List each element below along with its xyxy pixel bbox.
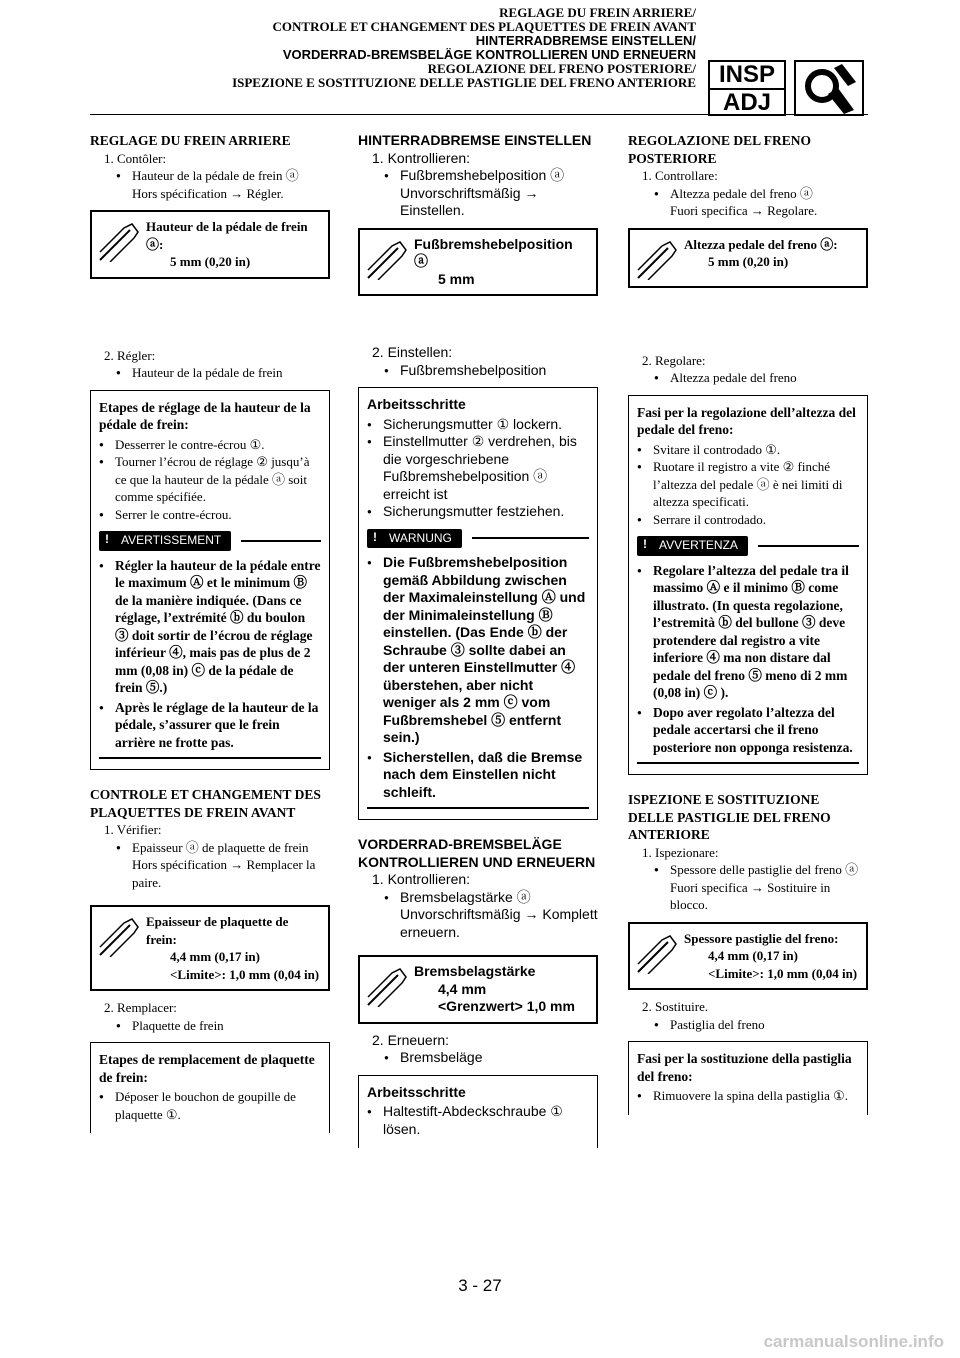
- warning-item: ● Après le réglage de la hauteur de la pédale, s’assurer que le frein arrière ne frotte pas.: [99, 699, 321, 752]
- header-line: ISPEZIONE E SOSTITUZIONE DELLE PASTIGLIE DEL FRENO ANTERIORE: [232, 75, 696, 90]
- step: 1. Vérifier:: [104, 822, 162, 837]
- header-line: REGOLAZIONE DEL FRENO POSTERIORE/: [427, 61, 696, 76]
- bullet: ● Hauteur de la pédale de frein ⓐ: [116, 167, 330, 185]
- procedure-item: ● Tourner l’écrou de réglage ② jusqu’à ce que la hauteur de la pédale ⓐ soit comme spécifiée.: [99, 453, 321, 506]
- procedure-title: Fasi per la sostituzione della pastiglia del freno:: [637, 1051, 852, 1084]
- note: Unvorschriftsmäßig → Einstellen.: [400, 184, 539, 218]
- spec-limit: <Grenzwert> 1,0 mm: [438, 998, 575, 1014]
- bullet: ● Fußbremshebelposition: [384, 362, 598, 380]
- bullet: ● Spessore delle pastiglie del freno ⓐ: [654, 861, 868, 879]
- procedure-box: [90, 390, 330, 771]
- spec-box: [628, 922, 868, 991]
- procedure-title: Arbeitsschritte: [367, 1083, 466, 1100]
- bullet: ● Altezza pedale del freno ⓐ: [654, 185, 868, 203]
- spec-value: 5 mm: [438, 270, 475, 287]
- procedure-item: ● Desserrer le contre-écrou ①.: [99, 436, 321, 454]
- wrench-icon: [636, 934, 678, 974]
- step: 2. Einstellen:: [372, 344, 453, 360]
- bullet: ● Bremsbelagstärke ⓐ: [384, 889, 598, 907]
- step: 1. Controllare:: [642, 168, 718, 183]
- procedure-item: ● Svitare il controdado ①.: [637, 441, 859, 459]
- procedure-item: ● Sicherungsmutter festziehen.: [367, 503, 589, 521]
- header-line: VORDERRAD-BREMSBELÄGE KONTROLLIEREN UND ERNEUERN: [282, 47, 696, 62]
- spec-label: Hauteur de la pédale de frein ⓐ:: [146, 219, 308, 252]
- bullet: ● Plaquette de frein: [116, 1017, 330, 1035]
- column-french: [90, 132, 330, 1133]
- step: 2. Regolare:: [642, 352, 706, 368]
- spec-value: 5 mm (0,20 in): [170, 254, 251, 269]
- spec-limit: <Limite>: 1,0 mm (0,04 in): [170, 966, 320, 982]
- procedure-box: [628, 395, 868, 776]
- step: 2. Régler:: [104, 347, 156, 363]
- step: 1. Kontrollieren:: [372, 871, 471, 887]
- warning-label: [99, 531, 321, 551]
- procedure-box: [358, 1075, 598, 1149]
- section-title: REGLAGE DU FREIN ARRIERE: [90, 133, 291, 148]
- procedure-box: [90, 1042, 330, 1133]
- spec-box: [90, 210, 330, 279]
- header-line: HINTERRADBREMSE EINSTELLEN/: [475, 33, 696, 48]
- procedure-title: Etapes de remplacement de plaquette de frein:: [99, 1052, 315, 1085]
- note: Fuori specifica → Sostituire in blocco.: [670, 879, 831, 912]
- spec-label: Bremsbelagstärke: [414, 963, 536, 979]
- procedure-item: ● Ruotare il registro a vite ② finché l’altezza del pedale ⓐ è nei limiti di altezza specificati.: [637, 458, 859, 511]
- step: 1. Contôler:: [104, 150, 167, 166]
- wrench-icon: [636, 240, 678, 280]
- note: Unvorschriftsmäßig → Komplett erneuern.: [400, 906, 598, 940]
- procedure-item: ● Serrer le contre-écrou.: [99, 506, 321, 524]
- warning-label: [367, 529, 589, 549]
- wrench-icon: [366, 240, 408, 280]
- header-line: CONTROLE ET CHANGEMENT DES PLAQUETTES DE FREIN AVANT: [272, 19, 696, 34]
- spec-value: 4,4 mm (0,17 in): [170, 949, 260, 964]
- section-title: VORDERRAD-BREMSBELÄGE KONTROLLIEREN UND ERNEUERN: [358, 836, 596, 870]
- procedure-item: ● Sicherungsmutter ① lockern.: [367, 416, 589, 434]
- section-title: ISPEZIONE E SOSTITUZIONE DELLE PASTIGLIE DEL FRENO ANTERIORE: [628, 792, 831, 842]
- insp-adj-badge: [708, 60, 786, 116]
- procedure-title: Fasi per la regolazione dell’altezza del pedale del freno:: [637, 404, 856, 437]
- step: 1. Kontrollieren:: [372, 149, 471, 166]
- step: 1. Ispezionare:: [642, 844, 719, 860]
- procedure-box: [628, 1041, 868, 1115]
- spec-label: Epaisseur de plaquette de frein:: [146, 914, 289, 947]
- spec-limit: <Limite>: 1,0 mm (0,04 in): [708, 965, 858, 981]
- procedure-box: [358, 387, 598, 820]
- wrench-icon: [98, 917, 140, 957]
- warning-text: ! AVVERTENZA: [637, 536, 748, 556]
- bullet: ● Fußbremshebelposition ⓐ: [384, 167, 598, 185]
- warning-item: ● Régler la hauteur de la pédale entre le maximum Ⓐ et le minimum Ⓑ de la manière indiquée. (Dans ce réglage, l’extrémité ⓑ du boulon ③ doit sortir de l’écrou de réglage inférieur ④, mais pas de plus de 2 mm (0,08 in) ⓒ de la pédale de frein ⑤.): [99, 557, 321, 697]
- note: Hors spécification → Régler.: [132, 185, 284, 201]
- wrench-icon: [98, 222, 140, 262]
- warning-text: ! AVERTISSEMENT: [99, 531, 231, 551]
- warning-item: ● Die Fußbremshebelposition gemäß Abbildung zwischen der Maximaleinstellung Ⓐ und der Minimaleinstellung Ⓑ einstellen. (Das Ende ⓑ der Schraube ③ sollte dabei an der unteren Einstellmutter ④ überstehen, aber nicht weniger als 2 mm ⓒ vom Fußbremshebel ⑤ entfernt sein.): [367, 554, 589, 747]
- spec-label: Fußbremshebelposition ⓐ: [414, 235, 573, 269]
- procedure-item: ● Einstellmutter ② verdrehen, bis die vorgeschriebene Fußbremshebelposition ⓐ erreicht ist: [367, 433, 589, 503]
- spec-box: [90, 905, 330, 991]
- page-number: 3 - 27: [458, 1276, 502, 1295]
- warning-item: ● Dopo aver regolato l’altezza del pedale accertarsi che il freno posteriore non opponga resistenza.: [637, 704, 859, 757]
- warning-item: ● Sicherstellen, daß die Bremse nach dem Einstellen nicht schleift.: [367, 749, 589, 802]
- spec-value: 4,4 mm: [438, 980, 487, 997]
- warning-text: ! WARNUNG: [367, 529, 462, 549]
- step: 2. Sostituire.: [642, 999, 709, 1014]
- note: Hors spécification → Remplacer la paire.: [132, 857, 316, 890]
- watermark: carmanualsonline.info: [763, 1332, 944, 1351]
- note: Fuori specifica → Regolare.: [670, 203, 818, 218]
- column-german: [358, 132, 598, 1148]
- spec-label: Spessore pastiglie del freno:: [684, 930, 839, 946]
- step: 2. Erneuern:: [372, 1031, 450, 1048]
- procedure-item: ● Rimuovere la spina della pastiglia ①.: [637, 1087, 859, 1105]
- spec-box: [358, 228, 598, 297]
- spec-value: 4,4 mm (0,17 in): [708, 948, 798, 963]
- bullet: ● Bremsbeläge: [384, 1049, 598, 1067]
- bullet: ● Epaisseur ⓐ de plaquette de frein: [116, 839, 330, 857]
- procedure-title: Arbeitsschritte: [367, 396, 466, 412]
- spec-label: Altezza pedale del freno ⓐ:: [684, 236, 838, 252]
- section-title: REGOLAZIONE DEL FRENO POSTERIORE: [628, 133, 812, 166]
- tools-icon: [794, 60, 864, 116]
- spec-value: 5 mm (0,20 in): [708, 254, 789, 269]
- spec-box: [628, 228, 868, 288]
- badge-bottom: ADJ: [710, 88, 784, 114]
- header-rule: [90, 114, 868, 115]
- procedure-item: ● Déposer le bouchon de goupille de plaquette ①.: [99, 1088, 321, 1123]
- procedure-title: Etapes de réglage de la hauteur de la pédale de frein:: [99, 399, 311, 432]
- wrench-icon: [366, 967, 408, 1007]
- column-italian: [628, 132, 868, 1115]
- section-title: HINTERRADBREMSE EINSTELLEN: [358, 132, 592, 148]
- section-header: [232, 6, 696, 90]
- bullet: ● Hauteur de la pédale de frein: [116, 364, 330, 382]
- step: 2. Remplacer:: [104, 1000, 177, 1015]
- bullet: ● Pastiglia del freno: [654, 1016, 868, 1034]
- spec-box: [358, 955, 598, 1024]
- bullet: ● Altezza pedale del freno: [654, 369, 868, 387]
- warning-label: [637, 536, 859, 556]
- section-title: CONTROLE ET CHANGEMENT DES PLAQUETTES DE FREIN AVANT: [90, 787, 321, 820]
- procedure-item: ● Haltestift-Abdeckschraube ① lösen.: [367, 1103, 589, 1138]
- header-line: REGLAGE DU FREIN ARRIERE/: [499, 5, 696, 20]
- badge-top: INSP: [718, 61, 775, 88]
- warning-item: ● Regolare l’altezza del pedale tra il massimo Ⓐ e il minimo Ⓑ come illustrato. (In questa regolazione, l’estremità ⓑ del bullone ③ deve protendere dal registro a vite inferiore ④ ma non distare dal pedale del freno ⑤ meno di 2 mm (0,08 in) ⓒ ).: [637, 562, 859, 702]
- procedure-item: ● Serrare il controdado.: [637, 511, 859, 529]
